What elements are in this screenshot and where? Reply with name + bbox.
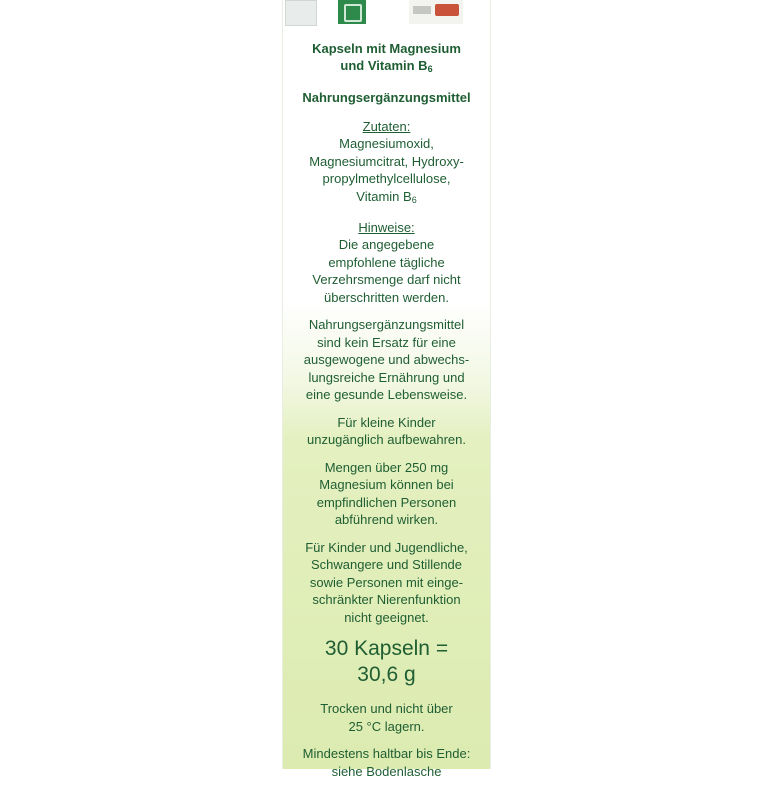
ingredients-vitamin-subscript: 6 [411, 194, 417, 205]
product-title-line1: Kapseln mit Magnesium [312, 41, 461, 56]
product-title-subscript: 6 [427, 64, 433, 74]
flap-mark-red [435, 4, 459, 16]
flap-mark-grey [413, 6, 431, 14]
flap-tab-right [409, 0, 463, 24]
note-paragraph: Die angegebene empfohlene tägliche Verzehrsmenge darf nicht überschritten werden. [312, 237, 461, 305]
product-title-line2: und Vitamin B [340, 58, 428, 73]
notes-heading: Hinweise: [358, 220, 415, 235]
storage-instructions: Trocken und nicht über 25 °C lagern. [320, 701, 453, 734]
flap-tab-green [338, 0, 366, 24]
logo-mark-icon [344, 4, 362, 22]
best-before-note: Mindestens haltbar bis Ende: siehe Bodenlasche [302, 746, 471, 779]
ingredients-vitamin: Vitamin B [356, 188, 412, 204]
note-paragraph: Nahrungsergänzungsmittel sind kein Ersatz für eine ausgewogene und abwechs- lungsreiche Ernährung und eine gesunde Lebensweise. [303, 317, 470, 402]
label-text-block [283, 40, 490, 790]
product-box-side-panel [282, 0, 491, 779]
product-category: Nahrungsergänzungsmittel [302, 90, 471, 105]
note-paragraph: Für Kinder und Jugendliche, Schwangere und Stillende sowie Personen mit einge- schränkter Nierenfunktion nicht geeignet. [305, 539, 468, 625]
note-paragraph: Für kleine Kinder unzugänglich aufbewahren. [306, 414, 466, 447]
flap-tab-left [285, 0, 317, 26]
ingredients-heading: Zutaten: [362, 119, 411, 134]
note-paragraph: Mengen über 250 mg Magnesium können bei empfindlichen Personen abführend wirken. [316, 459, 457, 527]
box-top-flap [283, 0, 490, 26]
package-quantity: 30 Kapseln = 30,6 g [324, 637, 449, 686]
product-title [283, 40, 490, 78]
ingredients-text: Magnesiumoxid, Magnesiumcitrat, Hydroxy- propylmethylcellulose, [309, 136, 464, 186]
ingredients-list [283, 135, 490, 209]
